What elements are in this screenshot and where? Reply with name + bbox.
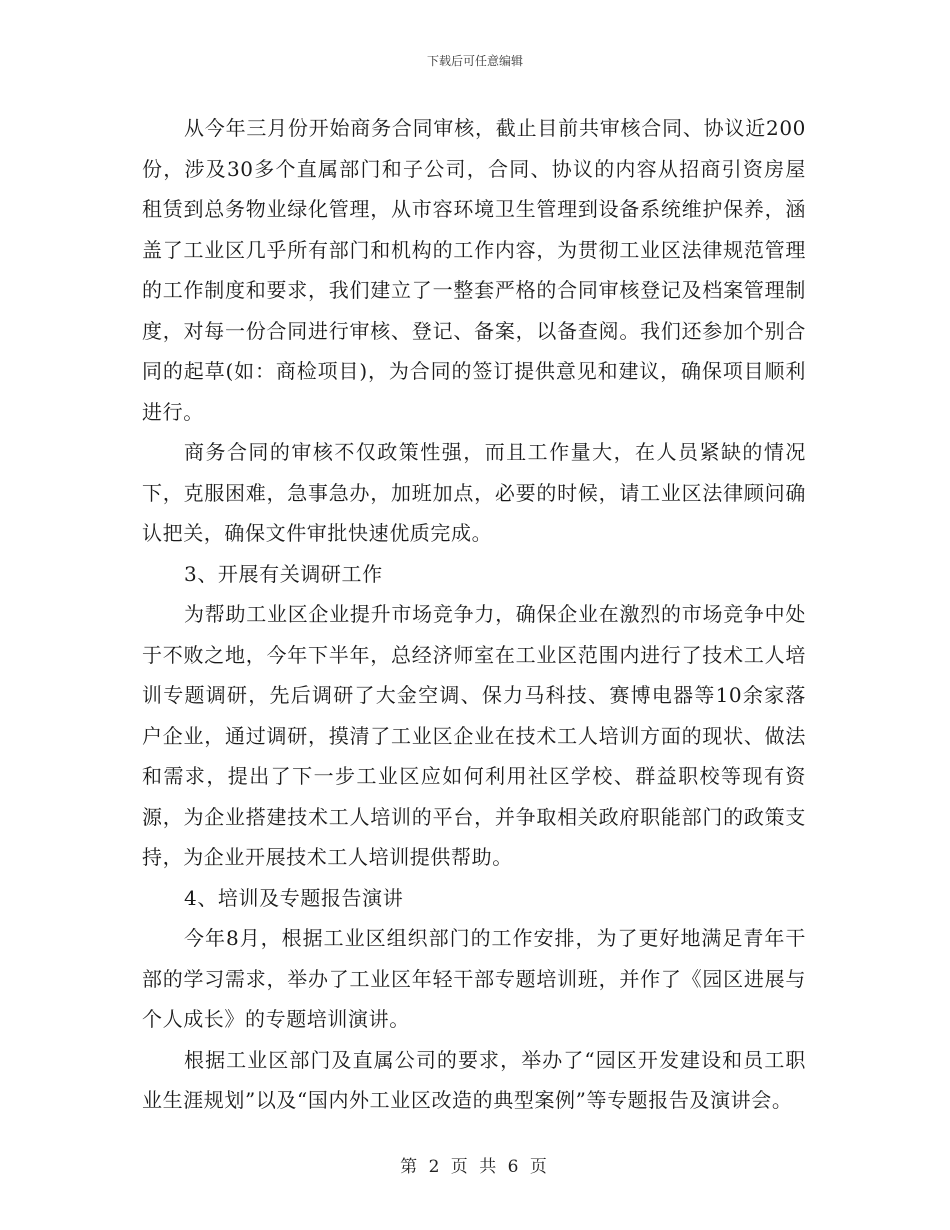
page-number: 第 2 页 共 6 页 xyxy=(400,1157,550,1177)
page-header: 下载后可任意编辑 xyxy=(426,54,523,68)
paragraph-lectures: 根据工业区部门及直属公司的要求，举办了“园区开发建设和员工职业生涯规划”以及“国内外工业区改造的典型案例”等专题报告及演讲会。 xyxy=(142,1047,806,1112)
section-heading-training: 4、培训及专题报告演讲 xyxy=(184,885,404,910)
paragraph-contract-review: 从今年三月份开始商务合同审核，截止目前共审核合同、协议近200份，涉及30多个直属部门和子公司，合同、协议的内容从招商引资房屋租赁到总务物业绿化管理，从市容环境卫生管理到设备系统维护保养，涵盖了工业区几乎所有部门和机构的工作内容，为贯彻工业区法律规范管理的工作制度和要求，我们建立了一整套严格的合同审核登记及档案管理制度，对每一份合同进行审核、登记、备案，以备查阅。我们还参加个别合同的起草(如：商检项目)，为合同的签订提供意见和建议，确保项目顺利进行。 xyxy=(142,116,806,424)
paragraph-research: 为帮助工业区企业提升市场竞争力，确保企业在激烈的市场竞争中处于不败之地，今年下半年，总经济师室在工业区范围内进行了技术工人培训专题调研，先后调研了大金空调、保力马科技、赛博电器等10余家落户企业，通过调研，摸清了工业区企业在技术工人培训方面的现状、做法和需求，提出了下一步工业区应如何利用社区学校、群益职校等现有资源，为企业搭建技术工人培训的平台，并争取相关政府职能部门的政策支持，为企业开展技术工人培训提供帮助。 xyxy=(142,602,806,869)
paragraph-contract-workload: 商务合同的审核不仅政策性强，而且工作量大，在人员紧缺的情况下，克服困难，急事急办，加班加点，必要的时候，请工业区法律顾问确认把关，确保文件审批快速优质完成。 xyxy=(142,440,806,545)
document-body xyxy=(142,108,806,1121)
section-heading-research: 3、开展有关调研工作 xyxy=(184,561,383,586)
paragraph-training: 今年8月，根据工业区组织部门的工作安排，为了更好地满足青年干部的学习需求，举办了工业区年轻干部专题培训班，并作了《园区进展与个人成长》的专题培训演讲。 xyxy=(142,926,806,1031)
